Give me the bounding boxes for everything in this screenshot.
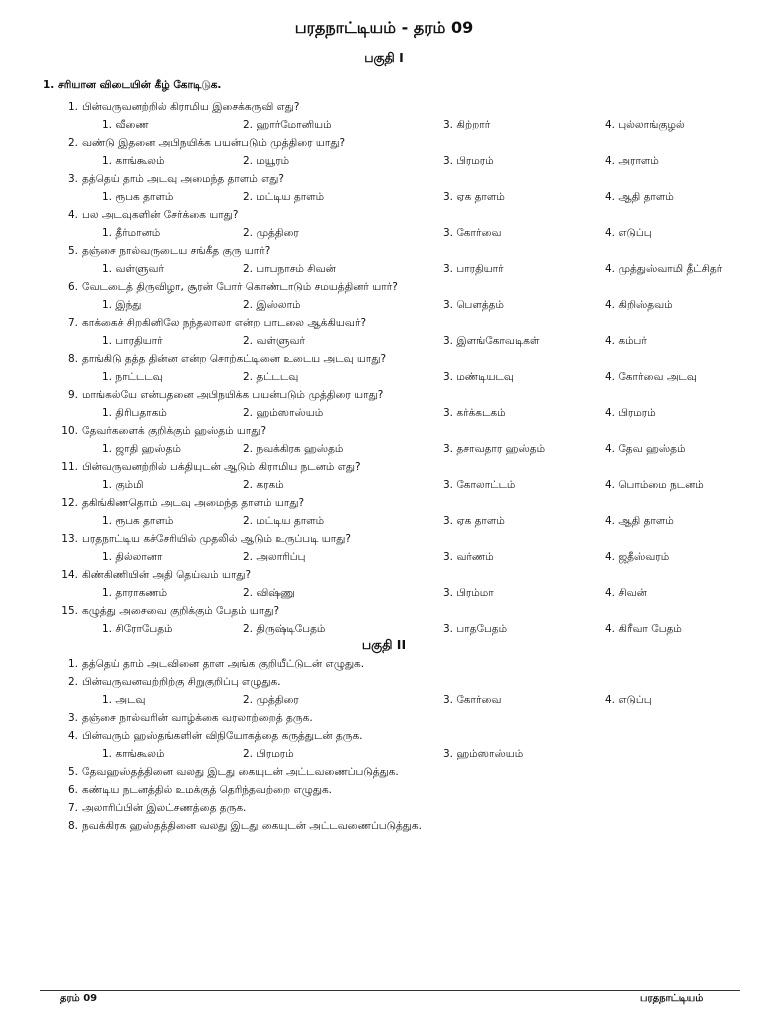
answer-option[interactable]: 2. ஹார்மோனியம் [243,119,332,131]
question-number: 1. [67,101,78,113]
answer-option[interactable]: 1. காங்கூலம் [102,748,165,760]
question-row [0,709,768,727]
question-text: தத்தெய் தாம் அடவு அமைந்த தாளம் எது? [82,173,284,185]
answer-option[interactable]: 1. தில்லானா [102,551,163,563]
question-text: தகிங்கிணதொம் அடவு அமைந்த தாளம் யாது? [82,497,305,509]
section2-question-list [0,655,768,835]
answer-option[interactable]: 3. கோர்வை [443,227,502,239]
question-text: பின்வருவனவற்றிற்கு சிறுகுறிப்பு எழுதுக. [82,676,281,688]
answer-option[interactable]: 2. தட்டடவு [243,371,299,383]
answer-option[interactable]: 3. பாதபேதம் [443,623,508,635]
question-number: 2. [67,137,78,149]
answer-option[interactable]: 3. இளங்கோவடிகள் [443,335,540,347]
question-text: தாங்கிடு தத்த தின்ன என்ற சொற்கட்டினை உடைய அடவு யாது? [82,353,387,365]
answer-option[interactable]: 2. மயூரம் [243,155,290,167]
question-number: 15. [61,605,78,617]
options-row [0,116,768,134]
answer-option[interactable]: 4. முத்துஸ்வாமி தீட்சிதர் [605,263,723,275]
question-row [0,817,768,835]
answer-option[interactable]: 3. தசாவதார ஹஸ்தம் [443,443,546,455]
question-number: 10. [61,425,78,437]
question-row [0,673,768,691]
answer-option[interactable]: 3. கோலாட்டம் [443,479,516,491]
options-row [0,404,768,422]
question-text: தத்தெய் தாம் அடவினை தாள அங்க குறியீட்டுடன் எழுதுக. [82,658,365,670]
question-number: 6. [67,281,78,293]
question-row [0,494,768,512]
answer-option[interactable]: 2. பாபநாசம் சிவன் [243,263,336,275]
options-row [0,188,768,206]
options-row [0,224,768,242]
question-row [0,781,768,799]
answer-option[interactable]: 1. ரூபக தாளம் [102,191,174,203]
answer-option[interactable]: 3. ஏக தாளம் [443,191,505,203]
question-row [0,655,768,673]
answer-option[interactable]: 1. பாரதியார் [102,335,163,347]
options-row [0,584,768,602]
question-number: 3. [67,173,78,185]
section2-heading: பகுதி II [361,637,407,652]
answer-option[interactable]: 1. இந்து [102,299,142,311]
footer-grade: தரம் 09 [60,993,98,1004]
section1-instruction: 1. சரியான விடையின் கீழ் கோடிடுக. [43,79,222,91]
options-row [0,620,768,638]
answer-option[interactable]: 4. தேவ ஹஸ்தம் [605,443,686,455]
answer-option[interactable]: 3. மண்டியடவு [443,371,514,383]
question-number: 14. [61,569,78,581]
answer-option[interactable]: 3. பௌத்தம் [443,299,504,311]
question-row [0,458,768,476]
question-row [0,98,768,116]
question-row [0,602,768,620]
answer-option[interactable]: 1. ரூபக தாளம் [102,515,174,527]
question-number: 11. [61,461,78,473]
answer-option[interactable]: 1. தாராகணம் [102,587,168,599]
question-row [0,727,768,745]
answer-option[interactable]: 2. மட்டிய தாளம் [243,191,325,203]
question-number: 5. [67,766,78,778]
answer-option[interactable]: 3. பாரதியார் [443,263,504,275]
answer-option[interactable]: 1. அடவு [102,694,146,706]
options-row [0,691,768,709]
options-row [0,440,768,458]
question-number: 5. [67,245,78,257]
question-text: அலாரிப்பின் இலட்சணத்தை தருக. [82,802,247,814]
answer-option[interactable]: 4. புல்லாங்குழல் [605,119,685,131]
answer-option[interactable]: 2. வள்ளுவர் [243,335,305,347]
options-row [0,368,768,386]
question-row [0,530,768,548]
question-text: பல அடவுகளின் சேர்க்கை யாது? [82,209,239,221]
question-text: கண்டிய நடனத்தில் உமக்குத் தெரிந்தவற்றை எழுதுக. [82,784,333,796]
answer-option[interactable]: 3. பிரம்மா [443,587,494,599]
answer-option[interactable]: 4. கம்பர் [605,335,647,347]
answer-option[interactable]: 4. அராளம் [605,155,659,167]
answer-option[interactable]: 1. ஜாதி ஹஸ்தம் [102,443,181,455]
question-number: 2. [67,676,78,688]
question-row [0,278,768,296]
answer-option[interactable]: 4. கிரீவா பேதம் [605,623,682,635]
answer-option[interactable]: 1. திரிபதாகம் [102,407,167,419]
question-text: வண்டு இதனை அபிநயிக்க பயன்படும் முத்திரை யாது? [82,137,346,149]
answer-option[interactable]: 1. நாட்டடவு [102,371,163,383]
question-number: 7. [67,802,78,814]
answer-option[interactable]: 4. எடுப்பு [605,227,652,239]
question-row [0,386,768,404]
answer-option[interactable]: 3. கர்க்கடகம் [443,407,506,419]
question-row [0,170,768,188]
question-number: 4. [67,730,78,742]
question-number: 9. [67,389,78,401]
section1-question-list [0,98,768,638]
question-number: 8. [67,820,78,832]
question-text: வேடடைத் திருவிழா, சூரன் போர் கொண்டாடும் சமயத்தினர் யார்? [82,281,398,293]
answer-option[interactable]: 2. திருஷ்டிபேதம் [243,623,326,635]
question-row [0,799,768,817]
answer-option[interactable]: 2. முத்திரை [243,227,299,239]
question-row [0,314,768,332]
options-row [0,260,768,278]
answer-option[interactable]: 1. வள்ளுவர் [102,263,164,275]
answer-option[interactable]: 4. ஆதி தாளம் [605,515,674,527]
question-text: தேவர்களைக் குறிக்கும் ஹஸ்தம் யாது? [82,425,267,437]
answer-option[interactable]: 4. எடுப்பு [605,694,652,706]
question-text: தஞ்சை நால்வருடைய சங்கீத குரு யார்? [82,245,271,257]
question-number: 1. [67,658,78,670]
footer-subject: பரதநாட்டியம் [640,993,704,1004]
answer-option[interactable]: 4. பிரமரம் [605,407,656,419]
section1-heading: பகுதி I [364,50,404,65]
question-row [0,242,768,260]
question-text: கிண்கிணியின் அதி தெய்வம் யாது? [82,569,252,581]
options-row [0,152,768,170]
answer-option[interactable]: 4. ஜதீஸ்வரம் [605,551,670,563]
question-text: பின்வரும் ஹஸ்தங்களின் விநியோகத்தை கருத்துடன் தருக. [82,730,363,742]
question-number: 7. [67,317,78,329]
answer-option[interactable]: 3. வர்ணம் [443,551,494,563]
page-title: பரதநாட்டியம் - தரம் 09 [294,18,474,37]
question-row [0,206,768,224]
answer-option[interactable]: 3. ஏக தாளம் [443,515,505,527]
question-number: 8. [67,353,78,365]
answer-option[interactable]: 4. சிவன் [605,587,647,599]
answer-option[interactable]: 2. விஷ்ணு [243,587,295,599]
answer-option[interactable]: 4. பொம்மை நடனம் [605,479,704,491]
question-row [0,763,768,781]
question-number: 13. [61,533,78,545]
question-text: பரதநாட்டிய கச்சேரியில் முதலில் ஆடும் உருப்படி யாது? [82,533,351,545]
answer-option[interactable]: 2. கரகம் [243,479,284,491]
footer-divider [40,990,740,991]
question-text: நவக்கிரக ஹஸ்தத்தினை வலது இடது கையுடன் அட்டவணைப்படுத்துக. [82,820,422,832]
options-row [0,512,768,530]
answer-option[interactable]: 4. ஆதி தாளம் [605,191,674,203]
question-text: காக்கைச் சிறகினிலே நந்தலாலா என்ற பாடலை ஆக்கியவர்? [82,317,367,329]
answer-option[interactable]: 4. கோர்வை அடவு [605,371,697,383]
question-text: தேவஹஸ்தத்தினை வலது இடது கையுடன் அட்டவணைப்படுத்துக. [82,766,399,778]
question-row [0,134,768,152]
answer-option[interactable]: 3. பிரமரம் [443,155,494,167]
answer-option[interactable]: 3. கிற்றார் [443,119,491,131]
options-row [0,745,768,763]
question-text: பின்வருவனற்றில் பக்தியுடன் ஆடும் கிராமிய நடனம் எது? [82,461,361,473]
answer-option[interactable]: 1. வீணை [102,119,149,131]
question-text: கழுத்து அசைவை குறிக்கும் பேதம் யாது? [82,605,280,617]
question-number: 3. [67,712,78,724]
answer-option[interactable]: 3. கோர்வை [443,694,502,706]
answer-option[interactable]: 2. முத்திரை [243,694,299,706]
answer-option[interactable]: 2. மட்டிய தாளம் [243,515,325,527]
question-text: தஞ்சை நால்வரின் வாழ்க்கை வரலாற்றைத் தருக. [82,712,313,724]
answer-option[interactable]: 2. நவக்கிரக ஹஸ்தம் [243,443,344,455]
question-row [0,566,768,584]
question-text: மாங்கல்யே என்பதனை அபிநயிக்க பயன்படும் முத்திரை யாது? [82,389,384,401]
question-row [0,422,768,440]
answer-option[interactable]: 1. சிரோபேதம் [102,623,173,635]
options-row [0,476,768,494]
question-number: 12. [61,497,78,509]
answer-option[interactable]: 2. அலாரிப்பு [243,551,306,563]
options-row [0,332,768,350]
answer-option[interactable]: 1. காங்கூலம் [102,155,165,167]
answer-option[interactable]: 1. கும்மி [102,479,144,491]
question-text: பின்வருவனற்றில் கிராமிய இசைக்கருவி எது? [82,101,300,113]
question-number: 6. [67,784,78,796]
options-row [0,296,768,314]
question-row [0,350,768,368]
question-number: 4. [67,209,78,221]
answer-option[interactable]: 4. கிறிஸ்தவம் [605,299,673,311]
options-row [0,548,768,566]
answer-option[interactable]: 3. ஹம்ஸாஸ்யம் [443,748,524,760]
answer-option[interactable]: 2. இஸ்லாம் [243,299,301,311]
answer-option[interactable]: 2. பிரமரம் [243,748,294,760]
answer-option[interactable]: 1. தீர்மானம் [102,227,161,239]
answer-option[interactable]: 2. ஹம்ஸாஸ்யம் [243,407,324,419]
